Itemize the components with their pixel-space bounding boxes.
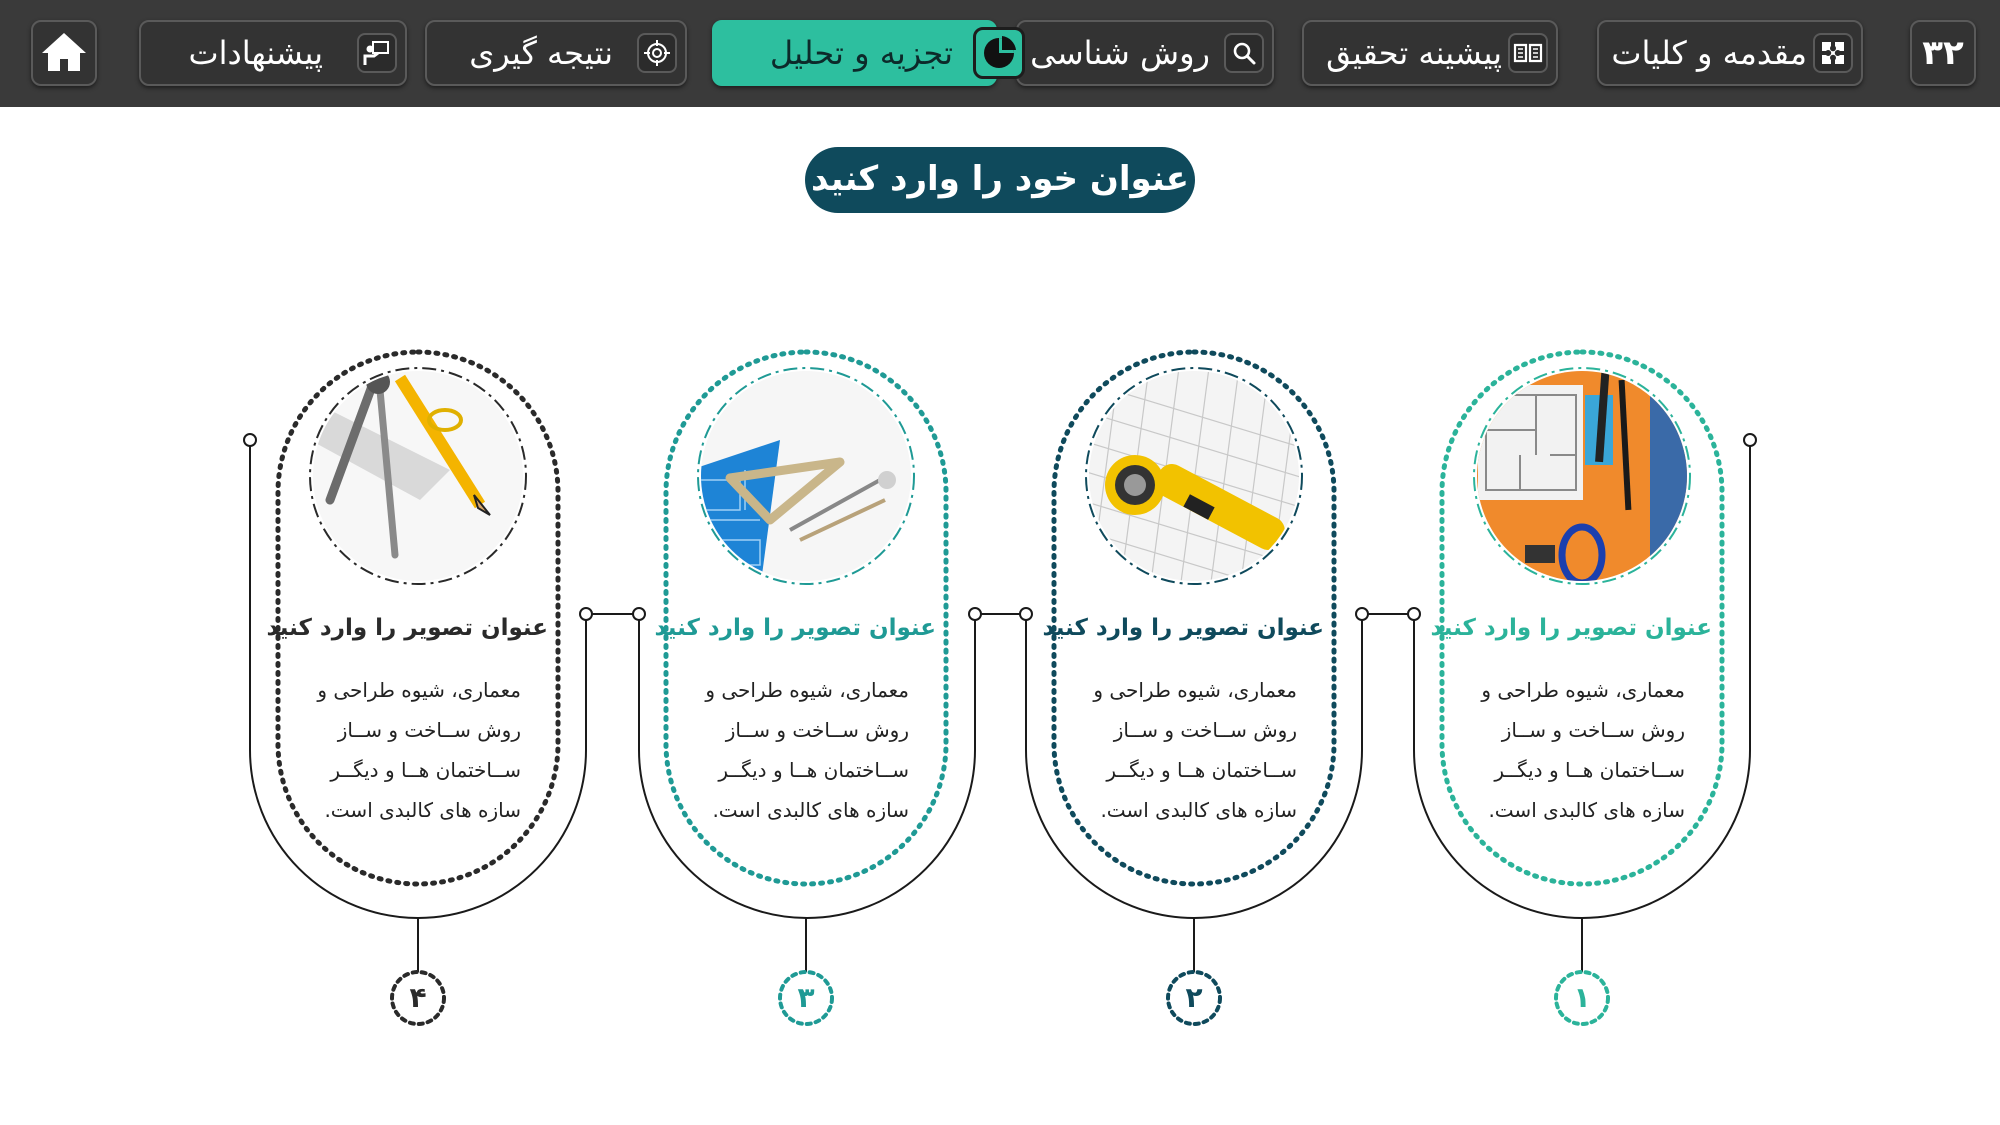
step-3-number: ۳ [797,981,815,1014]
card-1-title: عنوان تصویر را وارد کنید [1430,615,1712,641]
nav-item-label: پیشنهادات [188,34,323,72]
card-4-title: عنوان تصویر را وارد کنید [266,615,548,641]
blueprint-tools-image [1470,360,1710,590]
card-2-title: عنوان تصویر را وارد کنید [1042,615,1324,641]
set-square-image [690,360,922,590]
card-3-description: معماری، شیوه طراحی و روش ســاخت و ســاز ســاختمان هــا و دیگــر سازه های کالبدی است. [705,678,909,822]
rotary-cutter-image [1080,360,1310,600]
compass-pencil-image [304,360,534,590]
slide-title: عنوان خود را وارد کنید [805,147,1195,213]
page-number: ۳۲ [1922,33,1964,73]
card-3-title: عنوان تصویر را وارد کنید [654,615,936,641]
nav-item-label: روش شناسی [1030,34,1210,72]
step-1-number: ۱ [1573,981,1591,1014]
card-2-description: معماری، شیوه طراحی و روش ســاخت و ســاز ســاختمان هــا و دیگــر سازه های کالبدی است. [1093,678,1297,822]
step-2-number: ۲ [1185,981,1203,1014]
nav-item-label: نتیجه گیری [469,34,613,72]
nav-item-label: تجزیه و تحلیل [769,34,953,72]
nav-item-label: مقدمه و کلیات [1611,34,1807,72]
step-4-number: ۴ [409,981,427,1014]
nav-item-label: پیشینه تحقیق [1326,34,1502,72]
card-4-description: معماری، شیوه طراحی و روش ســاخت و ســاز ســاختمان هــا و دیگــر سازه های کالبدی است. [317,678,521,822]
card-1-description: معماری، شیوه طراحی و روش ســاخت و ســاز ســاختمان هــا و دیگــر سازه های کالبدی است. [1481,678,1685,822]
